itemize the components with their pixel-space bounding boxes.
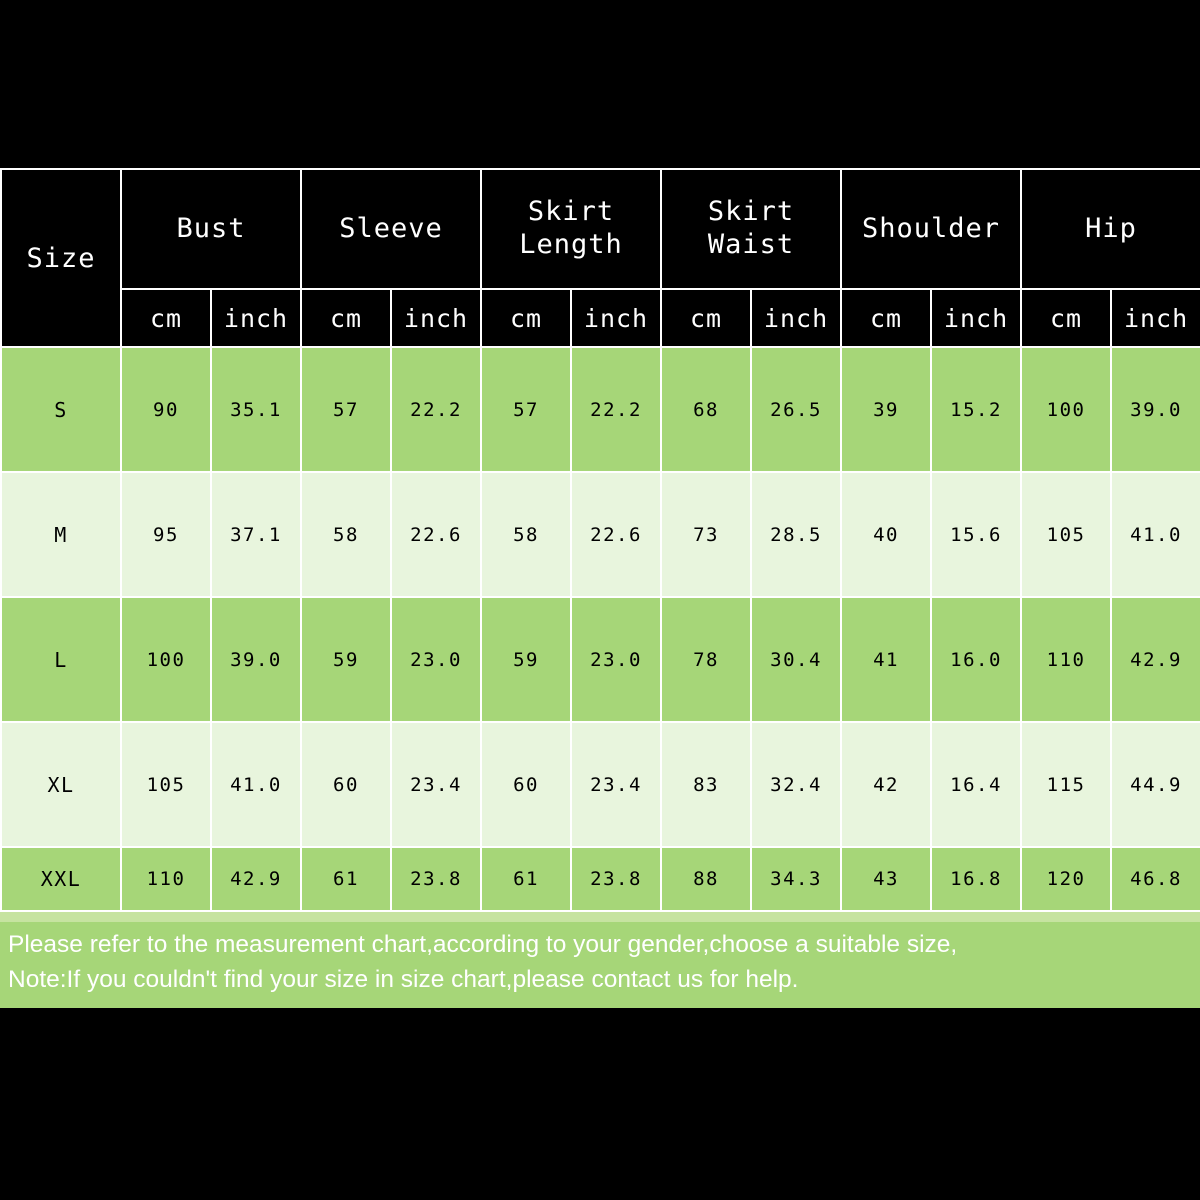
cell-skirt-waist-inch: 28.5 xyxy=(751,472,841,597)
cell-bust-cm: 100 xyxy=(121,597,211,722)
cell-skirt-length-cm: 60 xyxy=(481,722,571,847)
cell-shoulder-inch: 15.2 xyxy=(931,347,1021,472)
header-hip: Hip xyxy=(1021,169,1200,289)
cell-hip-cm: 105 xyxy=(1021,472,1111,597)
unit-hip-inch: inch xyxy=(1111,289,1200,347)
unit-skirt-waist-inch: inch xyxy=(751,289,841,347)
unit-bust-inch: inch xyxy=(211,289,301,347)
cell-skirt-waist-cm: 83 xyxy=(661,722,751,847)
cell-skirt-waist-cm: 78 xyxy=(661,597,751,722)
header-skirt-waist: Skirt Waist xyxy=(661,169,841,289)
unit-bust-cm: cm xyxy=(121,289,211,347)
cell-skirt-length-inch: 22.6 xyxy=(571,472,661,597)
cell-skirt-waist-inch: 34.3 xyxy=(751,847,841,911)
cell-shoulder-cm: 40 xyxy=(841,472,931,597)
cell-shoulder-inch: 16.0 xyxy=(931,597,1021,722)
cell-sleeve-cm: 59 xyxy=(301,597,391,722)
cell-bust-inch: 41.0 xyxy=(211,722,301,847)
cell-hip-cm: 120 xyxy=(1021,847,1111,911)
header-skirt-length: Skirt Length xyxy=(481,169,661,289)
cell-skirt-length-inch: 23.8 xyxy=(571,847,661,911)
cell-bust-cm: 95 xyxy=(121,472,211,597)
cell-shoulder-inch: 16.8 xyxy=(931,847,1021,911)
cell-skirt-length-inch: 22.2 xyxy=(571,347,661,472)
unit-skirt-waist-cm: cm xyxy=(661,289,751,347)
cell-sleeve-cm: 61 xyxy=(301,847,391,911)
cell-bust-cm: 90 xyxy=(121,347,211,472)
unit-shoulder-cm: cm xyxy=(841,289,931,347)
cell-shoulder-inch: 15.6 xyxy=(931,472,1021,597)
cell-sleeve-inch: 23.0 xyxy=(391,597,481,722)
cell-skirt-waist-inch: 30.4 xyxy=(751,597,841,722)
cell-hip-inch: 46.8 xyxy=(1111,847,1200,911)
cell-skirt-waist-inch: 32.4 xyxy=(751,722,841,847)
size-chart-table xyxy=(0,168,1200,912)
note-line-2: Note:If you couldn't find your size in size chart,please contact us for help. xyxy=(8,966,799,994)
cell-bust-inch: 39.0 xyxy=(211,597,301,722)
header-unit-row xyxy=(1,289,1200,347)
unit-skirt-length-inch: inch xyxy=(571,289,661,347)
cell-sleeve-inch: 23.4 xyxy=(391,722,481,847)
cell-bust-cm: 105 xyxy=(121,722,211,847)
row-size-label: XL xyxy=(1,722,121,847)
table-row xyxy=(1,847,1200,911)
cell-skirt-length-inch: 23.0 xyxy=(571,597,661,722)
table-row xyxy=(1,722,1200,847)
unit-hip-cm: cm xyxy=(1021,289,1111,347)
cell-sleeve-inch: 22.2 xyxy=(391,347,481,472)
cell-skirt-waist-inch: 26.5 xyxy=(751,347,841,472)
cell-skirt-length-cm: 58 xyxy=(481,472,571,597)
cell-bust-cm: 110 xyxy=(121,847,211,911)
cell-sleeve-inch: 23.8 xyxy=(391,847,481,911)
cell-bust-inch: 37.1 xyxy=(211,472,301,597)
cell-hip-inch: 41.0 xyxy=(1111,472,1200,597)
row-size-label: M xyxy=(1,472,121,597)
cell-skirt-waist-cm: 88 xyxy=(661,847,751,911)
cell-hip-cm: 110 xyxy=(1021,597,1111,722)
unit-skirt-length-cm: cm xyxy=(481,289,571,347)
row-size-label: S xyxy=(1,347,121,472)
header-shoulder: Shoulder xyxy=(841,169,1021,289)
cell-skirt-waist-cm: 73 xyxy=(661,472,751,597)
size-chart-panel xyxy=(0,168,1200,1008)
cell-skirt-waist-cm: 68 xyxy=(661,347,751,472)
header-size: Size xyxy=(1,169,121,347)
cell-shoulder-inch: 16.4 xyxy=(931,722,1021,847)
table-row xyxy=(1,597,1200,722)
measurement-note xyxy=(0,922,1200,1008)
table-body xyxy=(1,347,1200,911)
cell-sleeve-cm: 58 xyxy=(301,472,391,597)
cell-bust-inch: 42.9 xyxy=(211,847,301,911)
cell-hip-inch: 44.9 xyxy=(1111,722,1200,847)
row-size-label: XXL xyxy=(1,847,121,911)
header-bust: Bust xyxy=(121,169,301,289)
cell-hip-cm: 115 xyxy=(1021,722,1111,847)
cell-hip-inch: 42.9 xyxy=(1111,597,1200,722)
table-row xyxy=(1,472,1200,597)
table-header xyxy=(1,169,1200,347)
cell-shoulder-cm: 39 xyxy=(841,347,931,472)
cell-hip-inch: 39.0 xyxy=(1111,347,1200,472)
header-group-row xyxy=(1,169,1200,289)
header-sleeve: Sleeve xyxy=(301,169,481,289)
cell-bust-inch: 35.1 xyxy=(211,347,301,472)
row-size-label: L xyxy=(1,597,121,722)
cell-shoulder-cm: 41 xyxy=(841,597,931,722)
cell-skirt-length-cm: 59 xyxy=(481,597,571,722)
note-line-1: Please refer to the measurement chart,according to your gender,choose a suitable size, xyxy=(8,931,958,959)
cell-sleeve-cm: 57 xyxy=(301,347,391,472)
cell-skirt-length-inch: 23.4 xyxy=(571,722,661,847)
cell-hip-cm: 100 xyxy=(1021,347,1111,472)
cell-shoulder-cm: 42 xyxy=(841,722,931,847)
unit-sleeve-cm: cm xyxy=(301,289,391,347)
cell-shoulder-cm: 43 xyxy=(841,847,931,911)
unit-shoulder-inch: inch xyxy=(931,289,1021,347)
cell-sleeve-cm: 60 xyxy=(301,722,391,847)
cell-skirt-length-cm: 57 xyxy=(481,347,571,472)
unit-sleeve-inch: inch xyxy=(391,289,481,347)
cell-skirt-length-cm: 61 xyxy=(481,847,571,911)
cell-sleeve-inch: 22.6 xyxy=(391,472,481,597)
table-row xyxy=(1,347,1200,472)
